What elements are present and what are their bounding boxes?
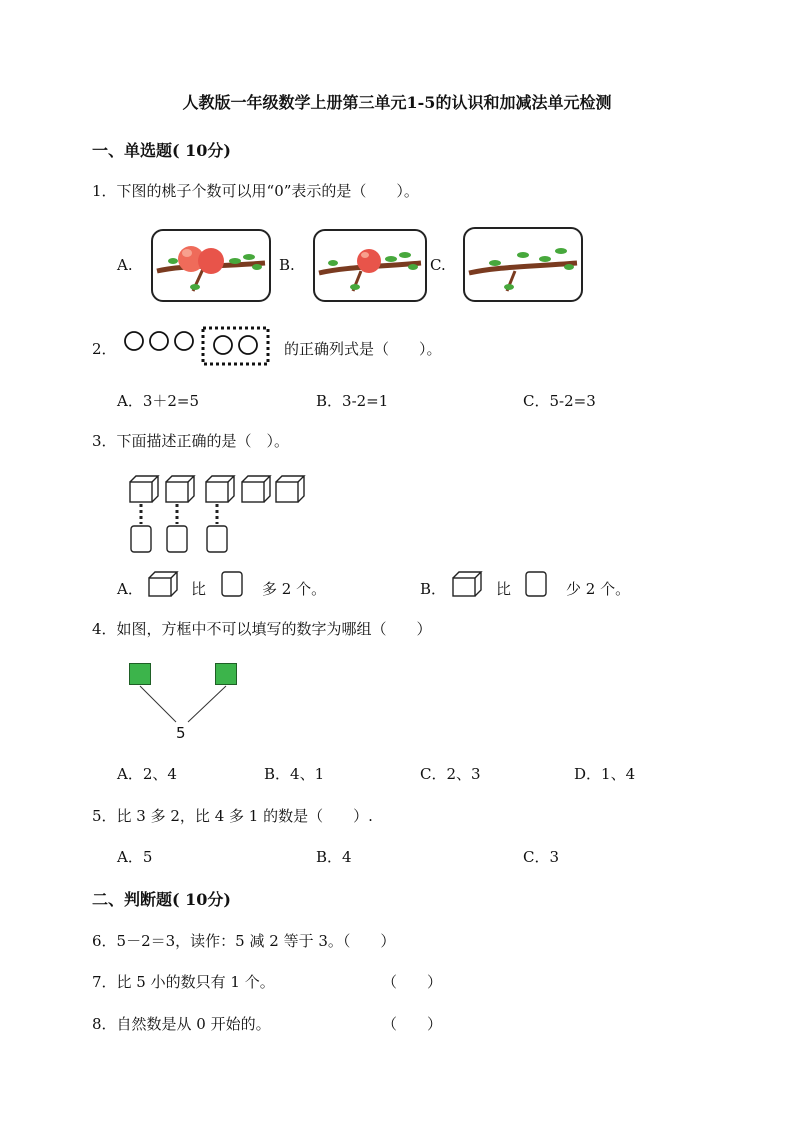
q4-option-b: B．4、1 — [264, 765, 325, 783]
q3-option-b-label: B． — [420, 580, 447, 598]
cube-icon — [166, 476, 194, 502]
cup-icon — [207, 526, 227, 552]
question-1: 1．下图的桃子个数可以用“0”表示的是（ ）。 — [92, 182, 419, 200]
cup-icon — [131, 526, 151, 552]
q1-option-b-image — [313, 229, 427, 302]
q1-option-b-label: B. — [279, 256, 295, 274]
q3-option-a-end: 多 2 个。 — [262, 580, 327, 598]
number-box-left — [129, 663, 151, 685]
q5-option-b: B．4 — [316, 848, 352, 866]
q3-option-b-mid: 比 — [496, 580, 512, 598]
dotted-box-icon — [203, 328, 268, 364]
cup-icon — [167, 526, 187, 552]
decomposition-root-number: 5 — [176, 724, 186, 742]
question-8: 8．自然数是从 0 开始的。 — [92, 1015, 271, 1033]
question-7: 7．比 5 小的数只有 1 个。 — [92, 973, 275, 991]
q3-option-b-end: 少 2 个。 — [566, 580, 631, 598]
cup-icon — [220, 570, 246, 598]
q4-option-a: A．2、4 — [117, 765, 177, 783]
q5-option-c: C．3 — [523, 848, 560, 866]
q2-option-c: C．5-2=3 — [523, 392, 596, 410]
q2-option-b: B．3-2=1 — [316, 392, 389, 410]
circle-icon — [125, 332, 143, 350]
q3-cubes-cups-figure — [126, 474, 310, 556]
q2-circles-figure — [120, 326, 272, 368]
q3-option-a-label: A． — [117, 580, 143, 598]
cube-icon — [242, 476, 270, 502]
question-2-number: 2． — [92, 340, 117, 358]
q4-option-c: C．2、3 — [420, 765, 481, 783]
circle-icon — [175, 332, 193, 350]
number-box-right — [215, 663, 237, 685]
circle-icon — [150, 332, 168, 350]
q1-option-a-image — [151, 229, 271, 302]
question-3: 3．下面描述正确的是（ ）。 — [92, 432, 290, 450]
cup-icon — [524, 570, 550, 598]
peach-branch-one-peach-icon — [315, 231, 425, 300]
q2-option-a: A．3＋2=5 — [117, 392, 200, 410]
q1-option-c-image — [463, 227, 583, 302]
q4-option-d: D．1、4 — [574, 765, 636, 783]
section-heading-single-choice: 一、单选题( 10分) — [92, 141, 231, 160]
circle-icon — [214, 336, 232, 354]
section-heading-true-false: 二、判断题( 10分) — [92, 890, 231, 909]
decomposition-lines — [138, 684, 238, 734]
q5-option-a: A．5 — [117, 848, 153, 866]
question-2: 的正确列式是（ ）。 — [284, 340, 442, 358]
q1-option-c-label: C. — [430, 256, 446, 274]
question-7-answer-parens: （ ） — [382, 973, 443, 991]
peach-branch-no-peach-icon — [465, 229, 581, 300]
cube-icon — [276, 476, 304, 502]
circle-icon — [239, 336, 257, 354]
question-8-answer-parens: （ ） — [382, 1015, 443, 1033]
cube-icon — [130, 476, 158, 502]
q3-option-a-mid: 比 — [191, 580, 207, 598]
page-title: 人教版一年级数学上册第三单元1-5的认识和加减法单元检测 — [182, 93, 612, 112]
cube-icon — [450, 570, 484, 598]
cube-icon — [146, 570, 180, 598]
peach-branch-two-peaches-icon — [153, 231, 269, 300]
question-6: 6．5－2＝3，读作：5 减 2 等于 3。（ ） — [92, 932, 396, 950]
question-5: 5．比 3 多 2，比 4 多 1 的数是（ ）. — [92, 807, 373, 825]
q1-option-a-label: A. — [117, 256, 133, 274]
question-4: 4．如图，方框中不可以填写的数字为哪组（ ） — [92, 620, 432, 638]
cube-icon — [206, 476, 234, 502]
